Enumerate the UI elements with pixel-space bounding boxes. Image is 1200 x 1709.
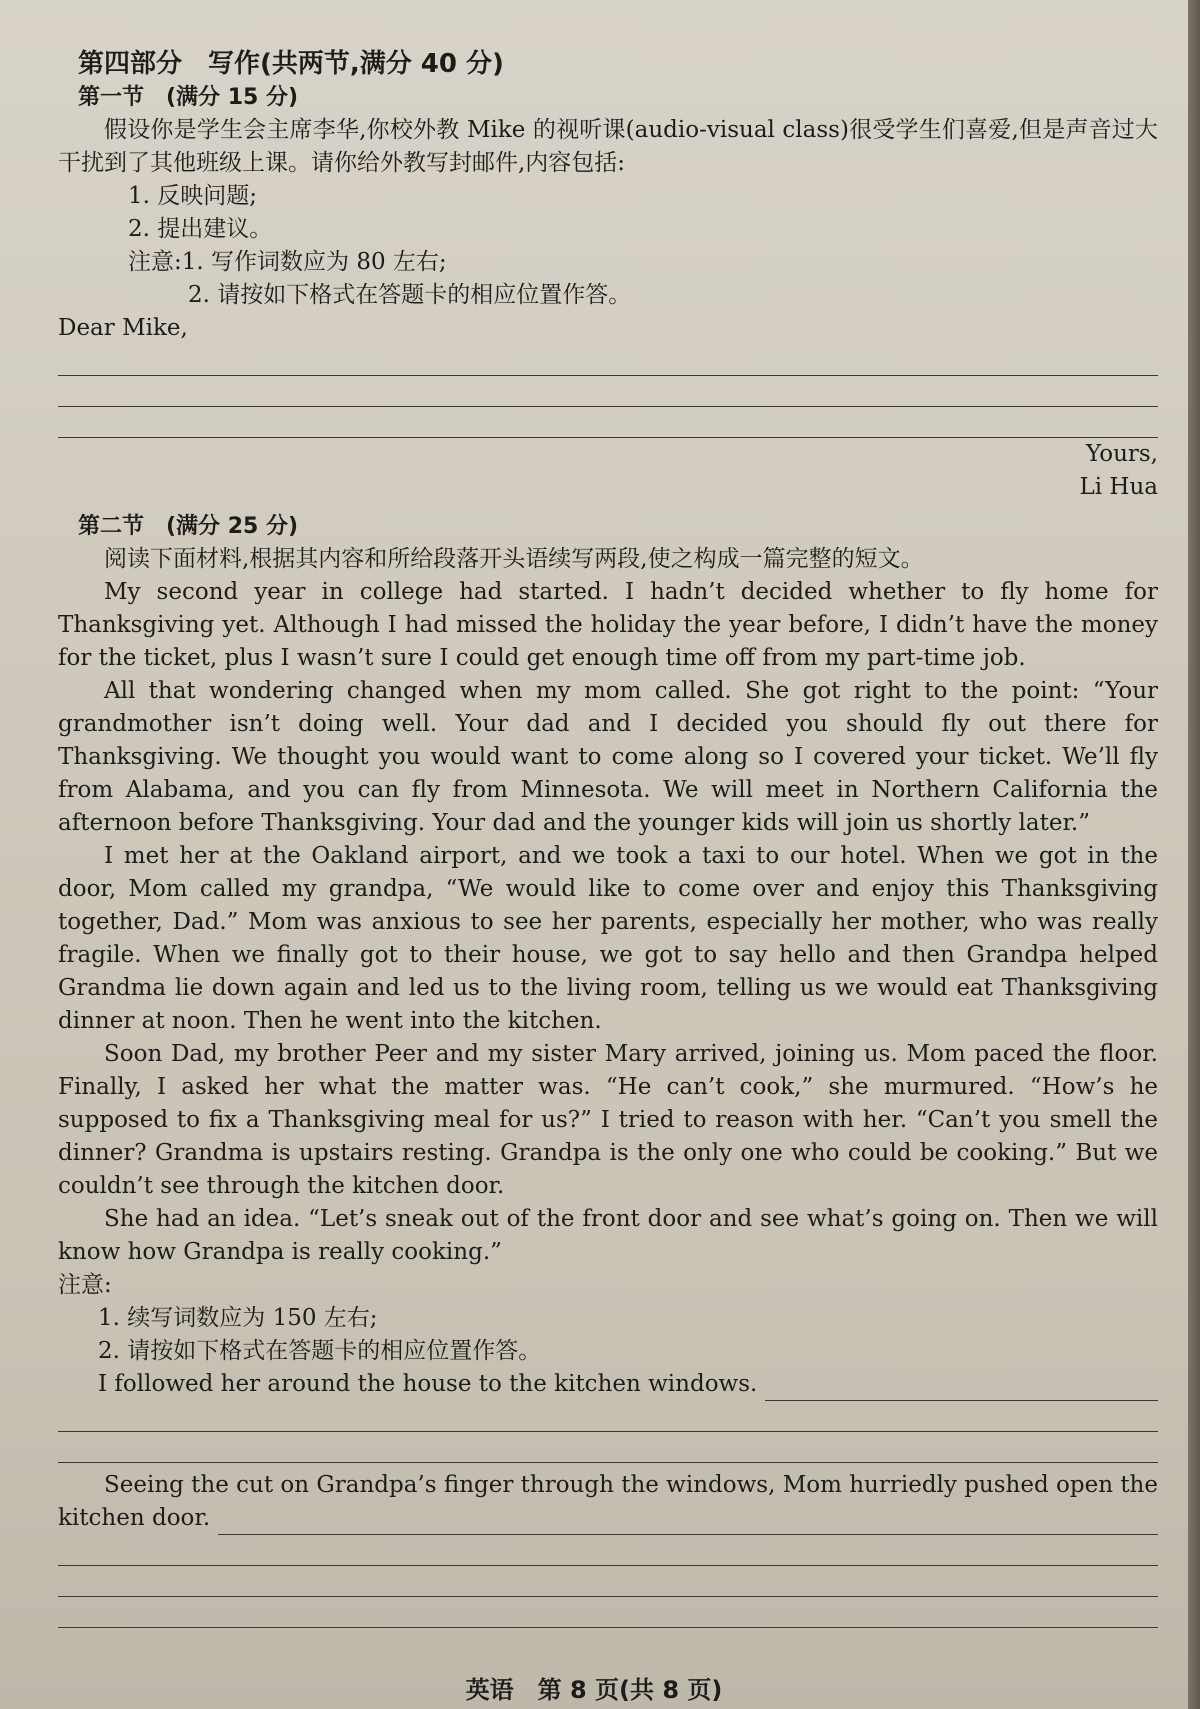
section2-note-1: 1. 续写词数应为 150 左右; — [98, 1305, 378, 1331]
answer-line — [58, 407, 1158, 438]
section2-instruction: 阅读下面材料,根据其内容和所给段落开头语续写两段,使之构成一篇完整的短文。 — [104, 546, 924, 572]
letter-salutation: Dear Mike, — [58, 315, 188, 341]
section1-prompt: 假设你是学生会主席李华,你校外教 Mike 的视听课(audio-visual class)很受学生们喜爱,但是声音过大干扰到了其他班级上课。请你给外教写封邮件,内容包括: — [58, 117, 1158, 176]
section1-note-1: 注意:1. 写作词数应为 80 左右; — [128, 249, 447, 275]
answer-line — [58, 1597, 1158, 1628]
story-paragraph: Soon Dad, my brother Peer and my sister Mary arrived, joining us. Mom paced the floor. Finally, I asked her what the matter was. “He can’t cook,” she murmured. “How’s he supposed to fix a Thanksgiving meal for us?” I tried to reason with her. “Can’t you smell the dinner? Grandma is upstairs resting. Grandpa is the only one who could be cooking.” But we couldn’t see through the kitchen door. — [58, 1041, 1158, 1199]
section1-title: 第一节 (满分 15 分) — [78, 85, 299, 110]
part-title: 第四部分 写作(共两节,满分 40 分) — [78, 49, 504, 79]
page-edge-shadow — [1188, 0, 1200, 1709]
answer-line — [58, 1566, 1158, 1597]
answer-line — [765, 1374, 1158, 1401]
section2-note-2: 2. 请按如下格式在答题卡的相应位置作答。 — [98, 1338, 542, 1364]
section2-note-label: 注意: — [58, 1272, 112, 1298]
lead-2-text: Seeing the cut on Grandpa’s finger through the windows, Mom hurriedly pushed open the — [104, 1472, 1158, 1498]
answer-line — [58, 376, 1158, 407]
answer-line — [58, 1432, 1158, 1463]
lead-2-text-end: kitchen door. — [58, 1505, 211, 1531]
letter-closing: Yours, — [1086, 441, 1158, 467]
lead-1-text: I followed her around the house to the kitchen windows. — [98, 1371, 758, 1397]
story-paragraph: I met her at the Oakland airport, and we took a taxi to our hotel. When we got in the door, Mom called my grandpa, “We would like to come over and enjoy this Thanksgiving together, Dad.” Mom was anxious to see her parents, especially her mother, who was really fragile. When we finally got to their house, we got to say hello and then Grandpa helped Grandma lie down again and led us to the living room, telling us we would eat Thanksgiving dinner at noon. Then he went into the kitchen. — [58, 843, 1158, 1034]
story-paragraph: All that wondering changed when my mom called. She got right to the point: “Your grandmother isn’t doing well. Your dad and I decided you should fly out there for Thanksgiving. We thought you would want to come along so I covered your ticket. We’ll fly from Alabama, and you can fly from Minnesota. We will meet in Northern California the afternoon before Thanksgiving. Your dad and the younger kids will join us shortly later.” — [58, 678, 1158, 836]
answer-line — [218, 1508, 1158, 1535]
section2-title: 第二节 (满分 25 分) — [78, 514, 299, 539]
continuation-lead-2 — [58, 1502, 1158, 1535]
story-paragraph: She had an idea. “Let’s sneak out of the front door and see what’s going on. Then we will know how Grandpa is really cooking.” — [58, 1206, 1158, 1265]
answer-line — [58, 1401, 1158, 1432]
story-paragraph: My second year in college had started. I hadn’t decided whether to fly home for Thanksgiving yet. Although I had missed the holiday the year before, I didn’t have the money for the ticket, plus I wasn’t sure I could get enough time off from my part-time job. — [58, 579, 1158, 671]
section1-item-2: 2. 提出建议。 — [128, 216, 273, 242]
answer-line — [58, 345, 1158, 376]
answer-line — [58, 1535, 1158, 1566]
letter-signature: Li Hua — [1079, 474, 1158, 500]
page-footer: 英语 第 8 页(共 8 页) — [465, 1676, 723, 1704]
section1-item-1: 1. 反映问题; — [128, 183, 258, 209]
page-content — [58, 48, 1158, 1628]
section1-note-2: 2. 请按如下格式在答题卡的相应位置作答。 — [188, 282, 632, 308]
continuation-lead-1 — [98, 1368, 1158, 1401]
